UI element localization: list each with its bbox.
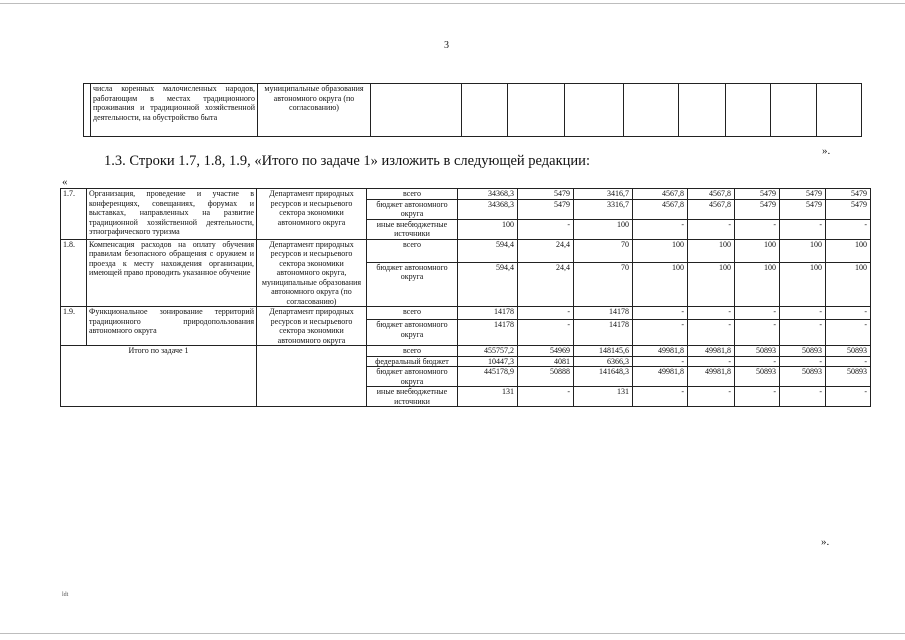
section-heading: 1.3. Строки 1.7, 1.8, 1.9, «Итого по задаче 1» изложить в следующей редакции:: [104, 153, 590, 169]
row-number-cell: 1.9.: [61, 307, 87, 346]
funding-source-cell: всего: [367, 239, 458, 262]
value-cell: 49981,8: [688, 367, 735, 387]
value-cell: 5479: [735, 199, 780, 219]
value-cell: -: [633, 387, 688, 407]
value-cell: -: [688, 307, 735, 320]
value-cell: -: [688, 320, 735, 346]
value-cell: 100: [574, 219, 633, 239]
executor-cell: Департамент природных ресурсов и несырьевого сектора экономики автономного округа, муниципальные образования автономного округа (по согласованию): [257, 239, 367, 307]
value-cell: 6366,3: [574, 356, 633, 367]
value-cell: 24,4: [518, 262, 574, 306]
value-cell: 5479: [826, 199, 871, 219]
top-table-empty-cell: [679, 84, 726, 137]
value-cell: 5479: [780, 189, 826, 200]
scan-edge-bottom: [0, 633, 905, 634]
value-cell: 49981,8: [633, 367, 688, 387]
value-cell: 14178: [574, 320, 633, 346]
value-cell: -: [735, 307, 780, 320]
value-cell: -: [780, 320, 826, 346]
executor-cell: Департамент природных ресурсов и несырьевого сектора экономики автономного округа: [257, 307, 367, 346]
value-cell: 50893: [780, 346, 826, 357]
funding-source-cell: бюджет автономного округа: [367, 262, 458, 306]
total-label-cell: Итого по задаче 1: [61, 346, 257, 407]
value-cell: 100: [735, 262, 780, 306]
value-cell: 100: [826, 239, 871, 262]
value-cell: 24,4: [518, 239, 574, 262]
value-cell: 50893: [826, 346, 871, 357]
value-cell: 54969: [518, 346, 574, 357]
footer-code: ldt: [62, 592, 69, 598]
top-table-executor-cell: муниципальные образования автономного округа (по согласованию): [258, 84, 371, 137]
page-number: 3: [444, 40, 449, 51]
value-cell: -: [780, 387, 826, 407]
value-cell: 100: [780, 262, 826, 306]
value-cell: 148145,6: [574, 346, 633, 357]
value-cell: 3316,7: [574, 199, 633, 219]
value-cell: -: [735, 387, 780, 407]
value-cell: 100: [688, 262, 735, 306]
value-cell: 50893: [826, 367, 871, 387]
value-cell: 4081: [518, 356, 574, 367]
value-cell: 5479: [780, 199, 826, 219]
value-cell: -: [518, 219, 574, 239]
total-row: [61, 346, 871, 357]
value-cell: -: [688, 387, 735, 407]
value-cell: 70: [574, 239, 633, 262]
funding-source-cell: бюджет автономного округа: [367, 367, 458, 387]
value-cell: -: [633, 356, 688, 367]
funding-source-cell: бюджет автономного округа: [367, 199, 458, 219]
value-cell: 5479: [735, 189, 780, 200]
value-cell: 49981,8: [688, 346, 735, 357]
value-cell: 100: [633, 262, 688, 306]
value-cell: -: [826, 219, 871, 239]
value-cell: -: [518, 307, 574, 320]
value-cell: 100: [688, 239, 735, 262]
funding-source-cell: иные внебюджетные источники: [367, 387, 458, 407]
value-cell: -: [688, 356, 735, 367]
value-cell: 100: [826, 262, 871, 306]
top-table-empty-cell: [817, 84, 862, 137]
funding-source-cell: всего: [367, 307, 458, 320]
top-table-empty-cell: [624, 84, 679, 137]
value-cell: 4567,8: [633, 199, 688, 219]
funding-source-cell: всего: [367, 189, 458, 200]
table-row: [61, 189, 871, 200]
closing-quote-2: ».: [821, 536, 830, 548]
value-cell: -: [826, 320, 871, 346]
top-table-num-cell: [84, 84, 91, 137]
value-cell: 594,4: [458, 239, 518, 262]
closing-quote-1: ».: [822, 145, 831, 157]
total-executor-cell: [257, 346, 367, 407]
value-cell: 4567,8: [633, 189, 688, 200]
value-cell: -: [826, 307, 871, 320]
value-cell: 70: [574, 262, 633, 306]
value-cell: -: [518, 320, 574, 346]
value-cell: 5479: [826, 189, 871, 200]
value-cell: 49981,8: [633, 346, 688, 357]
funding-source-cell: иные внебюджетные источники: [367, 219, 458, 239]
value-cell: 34368,3: [458, 199, 518, 219]
value-cell: -: [518, 387, 574, 407]
top-table-empty-cell: [508, 84, 565, 137]
value-cell: -: [780, 356, 826, 367]
value-cell: 100: [780, 239, 826, 262]
top-table-text-cell: числа коренных малочисленных народов, работающим в местах традиционного проживания и традиционной хозяйственной деятельности, на обустройство быта: [91, 84, 258, 137]
value-cell: 50893: [735, 346, 780, 357]
top-table-empty-cell: [371, 84, 462, 137]
executor-cell: Департамент природных ресурсов и несырьевого сектора экономики автономного округа: [257, 189, 367, 240]
value-cell: -: [735, 356, 780, 367]
value-cell: 100: [633, 239, 688, 262]
value-cell: 141648,3: [574, 367, 633, 387]
value-cell: -: [780, 219, 826, 239]
value-cell: 445178,9: [458, 367, 518, 387]
value-cell: 4567,8: [688, 189, 735, 200]
table-row: [61, 239, 871, 262]
row-number-cell: 1.7.: [61, 189, 87, 240]
value-cell: 594,4: [458, 262, 518, 306]
value-cell: 100: [458, 219, 518, 239]
value-cell: 50893: [735, 367, 780, 387]
funding-source-cell: федеральный бюджет: [367, 356, 458, 367]
main-table: [60, 188, 871, 407]
value-cell: 34368,3: [458, 189, 518, 200]
value-cell: -: [826, 356, 871, 367]
top-table-empty-cell: [771, 84, 817, 137]
top-table-empty-cell: [462, 84, 508, 137]
value-cell: 50893: [780, 367, 826, 387]
activity-name-cell: Функциональное зонирование территорий традиционного природопользования автономного округа: [87, 307, 257, 346]
activity-name-cell: Компенсация расходов на оплату обучения правилам безопасного обращения с оружием и проезда к месту нахождения организации, имеющей право проводить указанное обучение: [87, 239, 257, 307]
value-cell: 50888: [518, 367, 574, 387]
value-cell: 14178: [458, 320, 518, 346]
value-cell: -: [688, 219, 735, 239]
top-table-empty-cell: [726, 84, 771, 137]
value-cell: -: [633, 219, 688, 239]
activity-name-cell: Организация, проведение и участие в конференциях, совещаниях, форумах и выставках, направленных на развитие традиционной хозяйственной деятельности, этнографического туризма: [87, 189, 257, 240]
scan-edge-top: [0, 3, 905, 4]
value-cell: -: [735, 219, 780, 239]
value-cell: -: [780, 307, 826, 320]
value-cell: 10447,3: [458, 356, 518, 367]
top-table-fragment: [83, 83, 862, 137]
value-cell: 14178: [458, 307, 518, 320]
value-cell: 3416,7: [574, 189, 633, 200]
value-cell: 131: [458, 387, 518, 407]
opening-quote: «: [62, 176, 68, 188]
value-cell: 14178: [574, 307, 633, 320]
value-cell: -: [826, 387, 871, 407]
value-cell: 455757,2: [458, 346, 518, 357]
value-cell: 131: [574, 387, 633, 407]
top-table-empty-cell: [565, 84, 624, 137]
value-cell: 5479: [518, 199, 574, 219]
funding-source-cell: бюджет автономного округа: [367, 320, 458, 346]
value-cell: 4567,8: [688, 199, 735, 219]
row-number-cell: 1.8.: [61, 239, 87, 307]
value-cell: 100: [735, 239, 780, 262]
value-cell: -: [633, 320, 688, 346]
table-row: [61, 307, 871, 320]
value-cell: 5479: [518, 189, 574, 200]
funding-source-cell: всего: [367, 346, 458, 357]
value-cell: -: [633, 307, 688, 320]
value-cell: -: [735, 320, 780, 346]
